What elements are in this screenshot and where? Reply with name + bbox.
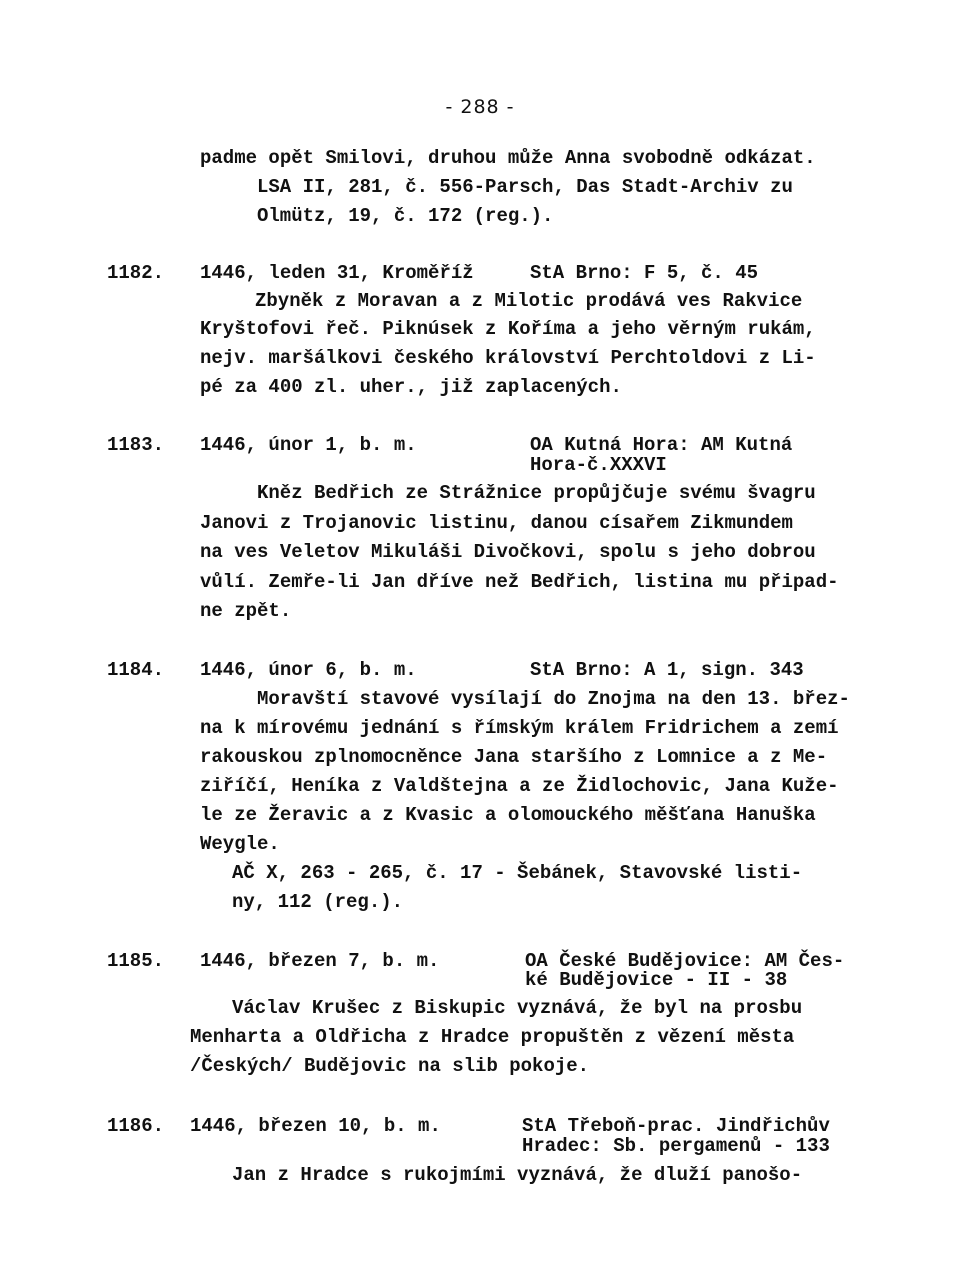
continuation-line: LSA II, 281, č. 556-Parsch, Das Stadt-Archiv zu — [257, 176, 793, 198]
page-number: - 288 - — [445, 96, 515, 118]
entry-body-line: rakouskou zplnomocněnce Jana staršího z Lomnice a z Me- — [200, 746, 828, 768]
entry-body-line: na ves Veletov Mikulášі Divočkovi, spolu s jeho dobrou — [200, 541, 816, 563]
entry-reference-line: ny, 112 (reg.). — [232, 891, 404, 913]
entry-number: 1184. — [107, 659, 165, 681]
entry-archive: Hora-č.XXXVI — [530, 454, 667, 476]
entry-body-line: /Českých/ Budějovic na slib pokoje. — [190, 1055, 590, 1077]
entry-body-line: na k mírovému jednání s římským králem Fridrichem a zemí — [200, 717, 839, 739]
entry-body-line: Zbyněk z Moravan a z Milotic prodává ves Rakvice — [255, 290, 803, 312]
entry-body-line: Václav Krušec z Biskupic vyznává, že byl na prosbu — [232, 997, 803, 1019]
entry-number: 1182. — [107, 262, 165, 284]
entry-body-line: Weygle. — [200, 833, 280, 855]
entry-archive: StA Třeboň-prac. Jindřichův — [522, 1115, 830, 1137]
entry-body-line: ziříčí, Heníka z Valdštejna a ze Židlochovic, Jana Kuže- — [200, 775, 839, 797]
continuation-line: padme opět Smilovi, druhou může Anna svobodně odkázat. — [200, 147, 816, 169]
entry-body-line: le ze Žeravic a z Kvasic a olomouckého měšťana Hanuška — [200, 804, 816, 826]
entry-archive: OA České Budějovice: AM Čes- — [525, 950, 845, 972]
entry-body-line: pé za 400 zl. uher., již zaplacených. — [200, 376, 622, 398]
entry-number: 1186. — [107, 1115, 165, 1137]
entry-body-line: nejv. maršálkovi českého království Perchtoldovi z Li- — [200, 347, 816, 369]
entry-body-line: Kryštofovi řeč. Piknúsek z Kořímа a jeho věrným rukám, — [200, 318, 816, 340]
entry-date: 1446, leden 31, Kroměříž — [200, 262, 474, 284]
entry-body-line: vůlí. Zemře-li Jan dříve než Bedřich, listina mu připad- — [200, 571, 839, 593]
entry-archive: StA Brno: F 5, č. 45 — [530, 262, 759, 284]
entry-body-line: Janovi z Trojanovic listinu, danou císařem Zikmundem — [200, 512, 793, 534]
entry-archive: OA Kutná Hora: AM Kutná — [530, 434, 793, 456]
entry-body-line: Kněz Bedřich ze Strážnice propůjčuje svému švagru — [257, 482, 816, 504]
entry-archive: Hradec: Sb. pergamenů - 133 — [522, 1135, 830, 1157]
entry-body-line: Menharta a Oldřicha z Hradce propuštěn z vězení města — [190, 1026, 795, 1048]
entry-date: 1446, březen 7, b. m. — [200, 950, 440, 972]
entry-archive: StA Brno: A 1, sign. 343 — [530, 659, 804, 681]
entry-body-line: Jan z Hradce s rukojmími vyznává, že dluží panošo- — [232, 1164, 803, 1186]
entry-date: 1446, únor 1, b. m. — [200, 434, 417, 456]
entry-archive: ké Budějovice - II - 38 — [525, 969, 788, 991]
entry-date: 1446, únor 6, b. m. — [200, 659, 417, 681]
entry-number: 1185. — [107, 950, 165, 972]
entry-reference-line: AČ X, 263 - 265, č. 17 - Šebánek, Stavovské listi- — [232, 862, 803, 884]
entry-number: 1183. — [107, 434, 165, 456]
entry-body-line: ne zpět. — [200, 600, 292, 622]
continuation-line: Olmütz, 19, č. 172 (reg.). — [257, 205, 554, 227]
entry-body-line: Moravští stavové vysílají do Znojma na den 13. břez- — [257, 688, 850, 710]
entry-date: 1446, březen 10, b. m. — [190, 1115, 441, 1137]
